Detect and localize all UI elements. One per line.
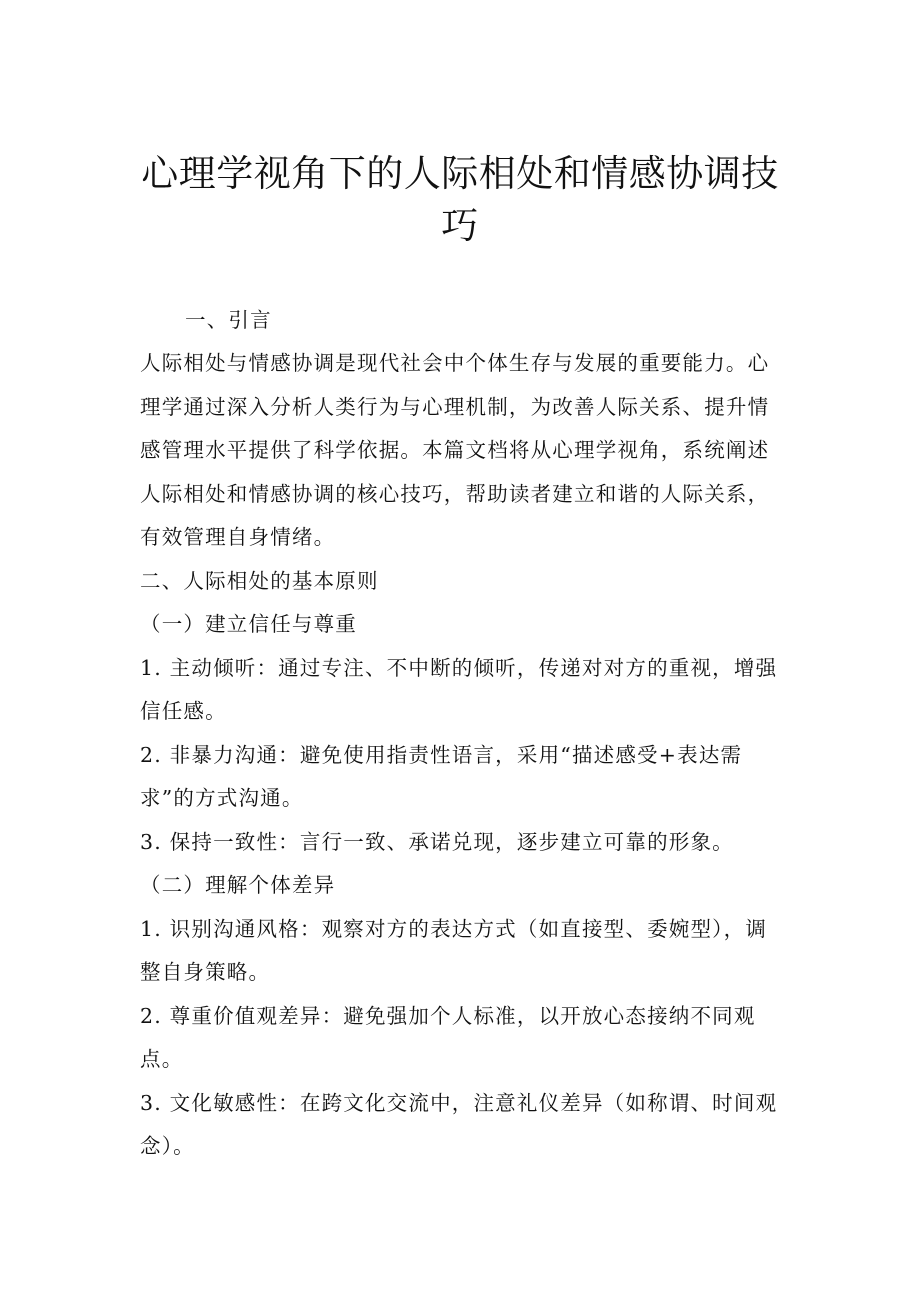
list-item-line: 3. 文化敏感性：在跨文化交流中，注意礼仪差异（如称谓、时间观 <box>140 1091 778 1115</box>
paragraph-line: 人际相处和情感协调的核心技巧，帮助读者建立和谐的人际关系， <box>140 482 770 506</box>
list-item-line: 求”的方式沟通。 <box>140 786 304 810</box>
subsection-heading-trust: （一）建立信任与尊重 <box>140 612 357 636</box>
paragraph-line: 感管理水平提供了科学依据。本篇文档将从心理学视角，系统阐述 <box>140 438 770 462</box>
list-item-line: 2. 非暴力沟通：避免使用指责性语言，采用“描述感受+表达需 <box>140 743 743 767</box>
section-heading-introduction: 一、引言 <box>185 308 272 332</box>
paragraph-line: 理学通过深入分析人类行为与心理机制，为改善人际关系、提升情 <box>140 395 770 419</box>
section-heading-principles: 二、人际相处的基本原则 <box>140 569 379 593</box>
list-item-line: 点。 <box>140 1047 184 1071</box>
list-item-line: 1. 识别沟通风格：观察对方的表达方式（如直接型、委婉型），调 <box>140 917 768 941</box>
document-title: 心理学视角下的人际相处和情感协调技巧 <box>141 152 779 247</box>
list-item-line: 2. 尊重价值观差异：避免强加个人标准，以开放心态接纳不同观 <box>140 1004 756 1028</box>
list-item-line: 3. 保持一致性：言行一致、承诺兑现，逐步建立可靠的形象。 <box>140 830 734 854</box>
paragraph-line: 人际相处与情感协调是现代社会中个体生存与发展的重要能力。心 <box>140 351 770 375</box>
list-item-line: 信任感。 <box>140 699 227 723</box>
list-item-line: 1. 主动倾听：通过专注、不中断的倾听，传递对对方的重视，增强 <box>140 656 778 680</box>
list-item-line: 整自身策略。 <box>140 960 271 984</box>
subsection-heading-differences: （二）理解个体差异 <box>140 873 336 897</box>
list-item-line: 念）。 <box>140 1134 195 1158</box>
paragraph-line: 有效管理自身情绪。 <box>140 525 336 549</box>
